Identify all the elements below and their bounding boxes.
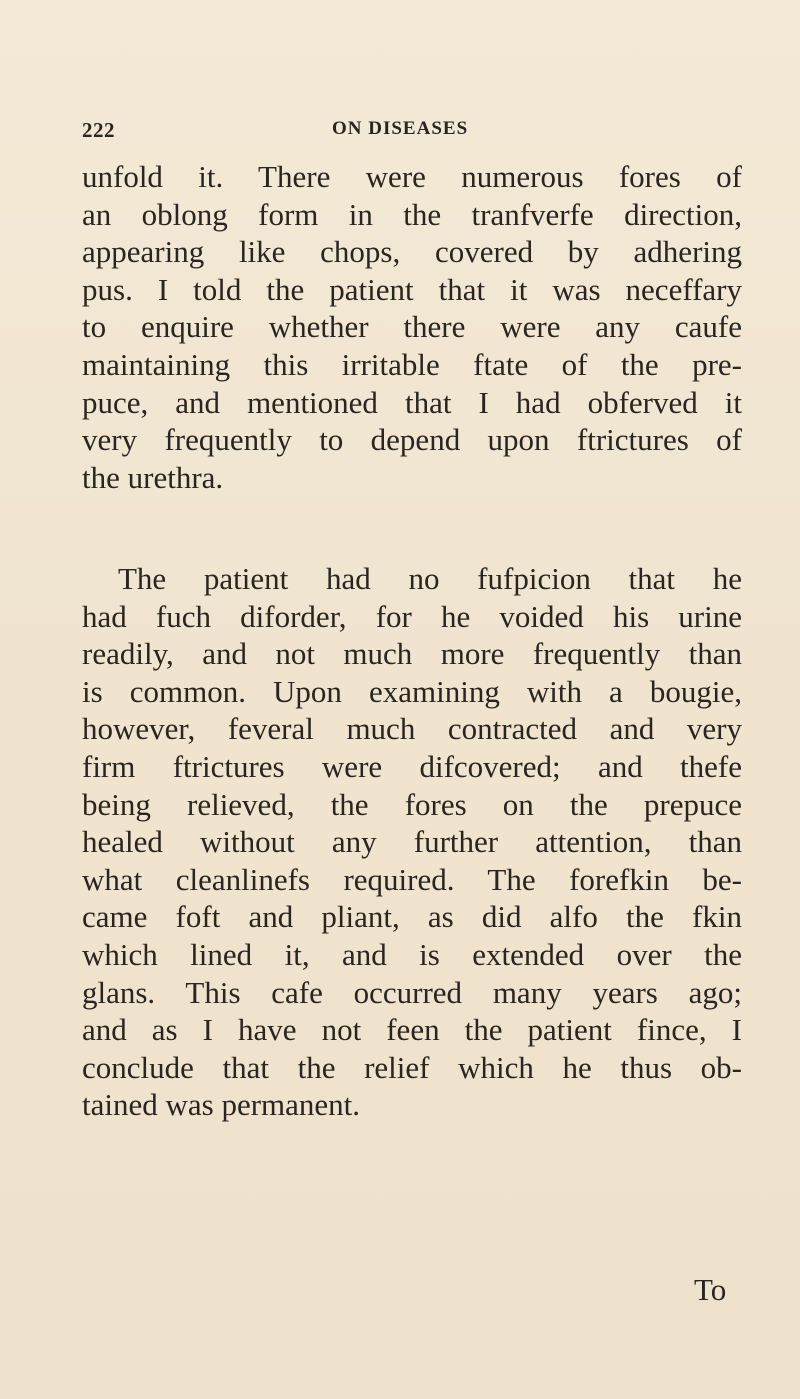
text-line: glans. This cafe occurred many years ago; bbox=[82, 974, 742, 1010]
text-line: to enquire whether there were any caufe bbox=[82, 309, 742, 345]
text-line: maintaining this irritable ftate of the pre- bbox=[82, 346, 742, 382]
text-line: firm ftrictures were difcovered; and thefe bbox=[82, 748, 742, 784]
text-line: which lined it, and is extended over the bbox=[82, 936, 742, 972]
text-line: puce, and mentioned that I had obferved it bbox=[82, 384, 742, 420]
text-line: being relieved, the fores on the prepuce bbox=[82, 786, 742, 822]
text-line: appearing like chops, covered by adhering bbox=[82, 234, 742, 270]
text-line: is common. Upon examining with a bougie, bbox=[82, 673, 742, 709]
text-line: an oblong form in the tranfverfe direction, bbox=[82, 196, 742, 232]
text-line: had fuch diforder, for he voided his urine bbox=[82, 598, 742, 634]
text-line: tained was permanent. bbox=[82, 1087, 361, 1123]
text-line: the urethra. bbox=[82, 459, 224, 495]
text-line: what cleanlinefs required. The forefkin be- bbox=[82, 861, 742, 897]
text-line: however, feveral much contracted and very bbox=[82, 711, 742, 747]
catchword: To bbox=[694, 1272, 727, 1307]
text-line: pus. I told the patient that it was neceffary bbox=[82, 271, 742, 307]
running-head bbox=[82, 118, 742, 142]
text-line: came foft and pliant, as did alfo the fkin bbox=[82, 899, 742, 935]
text-line: The patient had no fufpicion that he bbox=[118, 561, 742, 596]
text-line: healed without any further attention, than bbox=[82, 824, 742, 860]
text-line: very frequently to depend upon ftrictures of bbox=[82, 422, 742, 458]
running-title: ON DISEASES bbox=[332, 118, 469, 139]
text-line: readily, and not much more frequently than bbox=[82, 636, 742, 672]
text-line: unfold it. There were numerous fores of bbox=[82, 159, 742, 194]
paragraph-2 bbox=[82, 560, 742, 1124]
text-line: and as I have not feen the patient fince, I bbox=[82, 1012, 742, 1048]
paragraph-1 bbox=[82, 158, 742, 496]
page-number: 222 bbox=[82, 118, 115, 142]
text-line: conclude that the relief which he thus ob- bbox=[82, 1049, 742, 1085]
